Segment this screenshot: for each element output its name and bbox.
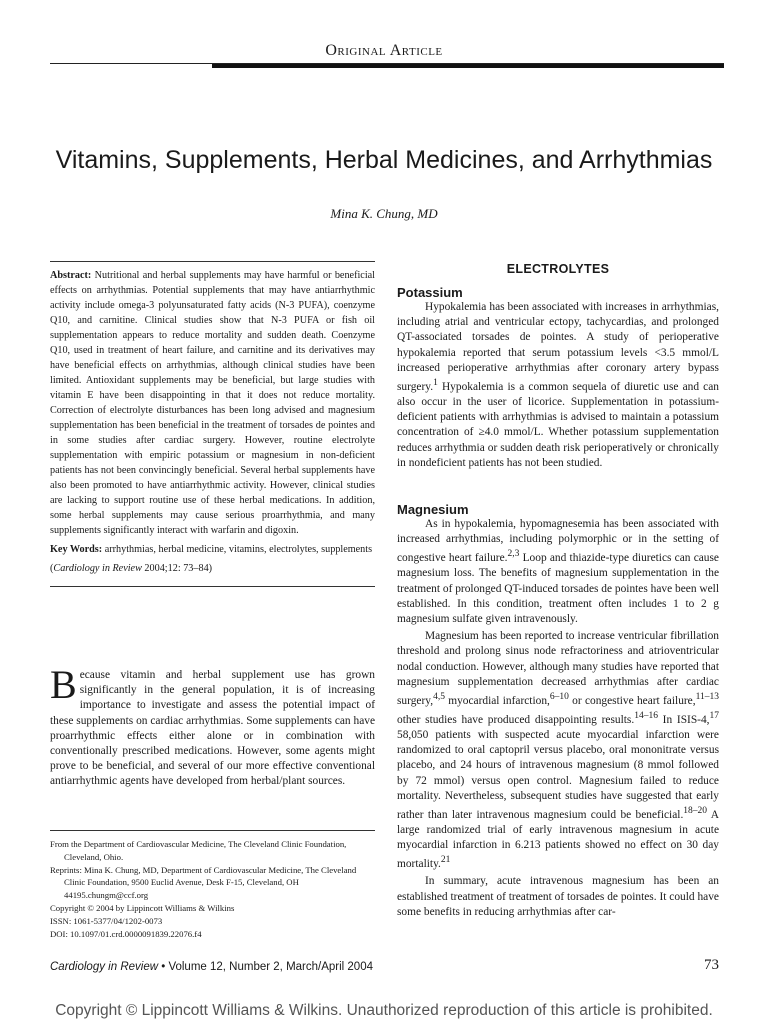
reference-marker: 1 — [433, 378, 438, 389]
footer-issue: • Volume 12, Number 2, March/April 2004 — [158, 961, 373, 973]
potassium-paragraph: Hypokalemia has been associated with increases in arrhythmias, including atrial and ventricular ectopy, tachycardias, and prolonged QT-associated torsades de pointes. A study of perioperative hypokalemia reported that serum potassium levels <3.5 mmol/L increased perioperative arrhythmias after coronary artery bypass surgery.$^1$ Hypokalemia is a common sequela of diuretic use and can also occur in the user of licorice. Supplementation in potassium-deficient patients with arrhythmias is advised to maintain a potassium concentration of ≥4.0 mmol/L. Whether potassium supplementation reduces arrhythmia or sudden death risk perioperatively or chronically in nondeficient patients has not been studied. — [397, 301, 719, 469]
abstract-box — [50, 261, 375, 587]
footnotes — [50, 838, 375, 940]
citation: (Cardiology in Review 2004;12: 73–84) — [50, 563, 213, 574]
reference-marker: 21 — [440, 855, 451, 866]
potassium-section — [397, 285, 719, 471]
abstract-label: Abstract: — [50, 270, 92, 281]
section-heading-electrolytes: ELECTROLYTES — [506, 262, 610, 276]
magnesium-paragraph-1: As in hypokalemia, hypomagnesemia has been associated with increased arrhythmias, including polymorphic or in the setting of congestive heart failure.$^{2,3}$ Loop and thiazide-type diuretics can cause magnesium loss. The benefits of magnesium supplementation in the treatment of prolonged QT-induced torsades de pointes have been well established. In this condition, treatment often includes 1 to 2 g magnesium sulfate given intravenously. — [397, 518, 719, 626]
magnesium-section — [397, 502, 719, 920]
abstract-top-rule — [50, 261, 375, 262]
abstract-paragraph — [50, 268, 375, 538]
footnote-doi: DOI: 10.1097/01.crd.0000091839.22076.f4 — [50, 928, 202, 939]
reference-marker: 2,3 — [507, 549, 520, 560]
intro-text: ecause vitamin and herbal supplement use has grown significantly in the general population, it is of increasing importance to investigate and assess the potential impact of these supplements on cardiac arrhythmias. Some supplements can have proarrhythmic effects either alone or in combination with conventionally prescribed medications. However, some agents might prove to be beneficial, and several of our more effective conventional antiarrhythmic agents have developed from herbal/plant sources. — [50, 669, 375, 788]
intro-paragraph — [50, 662, 375, 790]
copyright-notice: Copyright © Lippincott Williams & Wilkins. Unauthorized reproduction of this article is prohibited. — [55, 1002, 713, 1019]
footnote-issn: ISSN: 1061-5377/04/1202-0073 — [50, 915, 163, 926]
reference-marker: 4,5 — [433, 692, 445, 703]
abstract-text: Nutritional and herbal supplements may have harmful or beneficial effects on arrhythmias. Potential supplements that may have antiarrhythmic activity include omega-3 polyunsaturated fatty acids (N-3 PUFA), coenzyme Q10, and carnitine. Clinical studies show that N-3 PUFA or fish oil supplementation appears to reduce mortality and sudden death. Coenzyme Q10, used in treatment of heart failure, and carnitine and its derivatives may have beneficial effects on arrhythmias, although clinical studies have been limited. Antioxidant supplements may be beneficial, but large studies with vitamin E have been disappointing in that it does not reduce mortality. Correction of electrolyte disturbances has been long advised and magnesium supplementation has been beneficial in the treatment of torsades de pointes and in some studies after cardiac surgery. However, routine electrolyte supplementation with empiric potassium or magnesium in non-deficient patients has not been convincingly beneficial. Several herbal supplements have also been promoted to have antiarrhythmic activity. However, clinical studies are lacking to support routine use of these herbal medications. In addition, some herbal supplements may cause serious proarrhythmia, and many supplements significantly interact with warfarin and digoxin. — [50, 270, 375, 536]
citation-journal: Cardiology in Review — [53, 563, 142, 574]
reference-marker: 17 — [709, 711, 719, 722]
reference-marker: 11–13 — [695, 692, 719, 703]
reference-marker: 6–10 — [549, 692, 569, 703]
footnote-copyright: Copyright © 2004 by Lippincott Williams & Wilkins — [50, 902, 235, 913]
header-rule-thick — [212, 64, 724, 68]
keywords-text: arrhythmias, herbal medicine, vitamins, electrolytes, supplements — [102, 544, 373, 555]
drop-cap: B — [50, 662, 77, 707]
footnote-rule — [50, 830, 375, 831]
keywords — [50, 542, 375, 557]
magnesium-paragraph-3: In summary, acute intravenous magnesium has been an established treatment of treatment of torsades de pointes. It could have some benefits in reducing arrhythmias after car- — [397, 875, 719, 918]
abstract-bottom-rule — [50, 586, 375, 587]
footer-journal: Cardiology in Review — [50, 961, 159, 973]
reference-marker: 18–20 — [683, 806, 708, 817]
page-number: 73 — [704, 957, 719, 973]
section-label: Original Article — [325, 42, 443, 59]
magnesium-paragraph-2: Magnesium has been reported to increase ventricular fibrillation threshold and prolong sinus node refractoriness and atrioventricular nodal conduction. However, although many studies have reported that magnesium supplementation decreased arrhythmias after cardiac surgery,$^{4,5}$ myocardial infarction,$^{6-10}$ or congestive heart failure,$^{11-13}$ other studies have produced disappointing results.$^{14-16}$ In ISIS-4,17 58,050 patients with suspected acute myocardial infarction were randomized to oral captopril versus placebo, oral mononitrate versus placebo, and 24 hours of intravenous magnesium (8 mmol followed by 72 mmol) versus open control. Magnesium failed to reduce mortality. Nevertheless, subsequent studies have suggested that early rather than later intravenous magnesium could be beneficial.$^{18-20}$ A large randomized trial of early intravenous magnesium in acute myocardial infarction in 6.213 patients showed no effect on 30 day mortality.$^{21}$ — [397, 630, 719, 871]
article-title: Vitamins, Supplements, Herbal Medicines, and Arrhythmias — [55, 146, 713, 174]
subheading-magnesium: Magnesium — [397, 502, 469, 517]
footnote-reprints: Reprints: Mina K. Chung, MD, Department of Cardiovascular Medicine, The Cleveland Clinic Foundation, 9500 Euclid Avenue, Desk F-15, Cleveland, OH 44195.chungm@ccf.org — [50, 864, 357, 901]
reference-marker: 14–16 — [634, 711, 658, 722]
footnote-affiliation: From the Department of Cardiovascular Medicine, The Cleveland Clinic Foundation, Cleveland, Ohio. — [50, 839, 347, 862]
footer-journal-info — [50, 961, 373, 973]
article-author: Mina K. Chung, MD — [330, 206, 438, 221]
subheading-potassium: Potassium — [397, 285, 463, 300]
keywords-label: Key Words: — [50, 544, 103, 555]
